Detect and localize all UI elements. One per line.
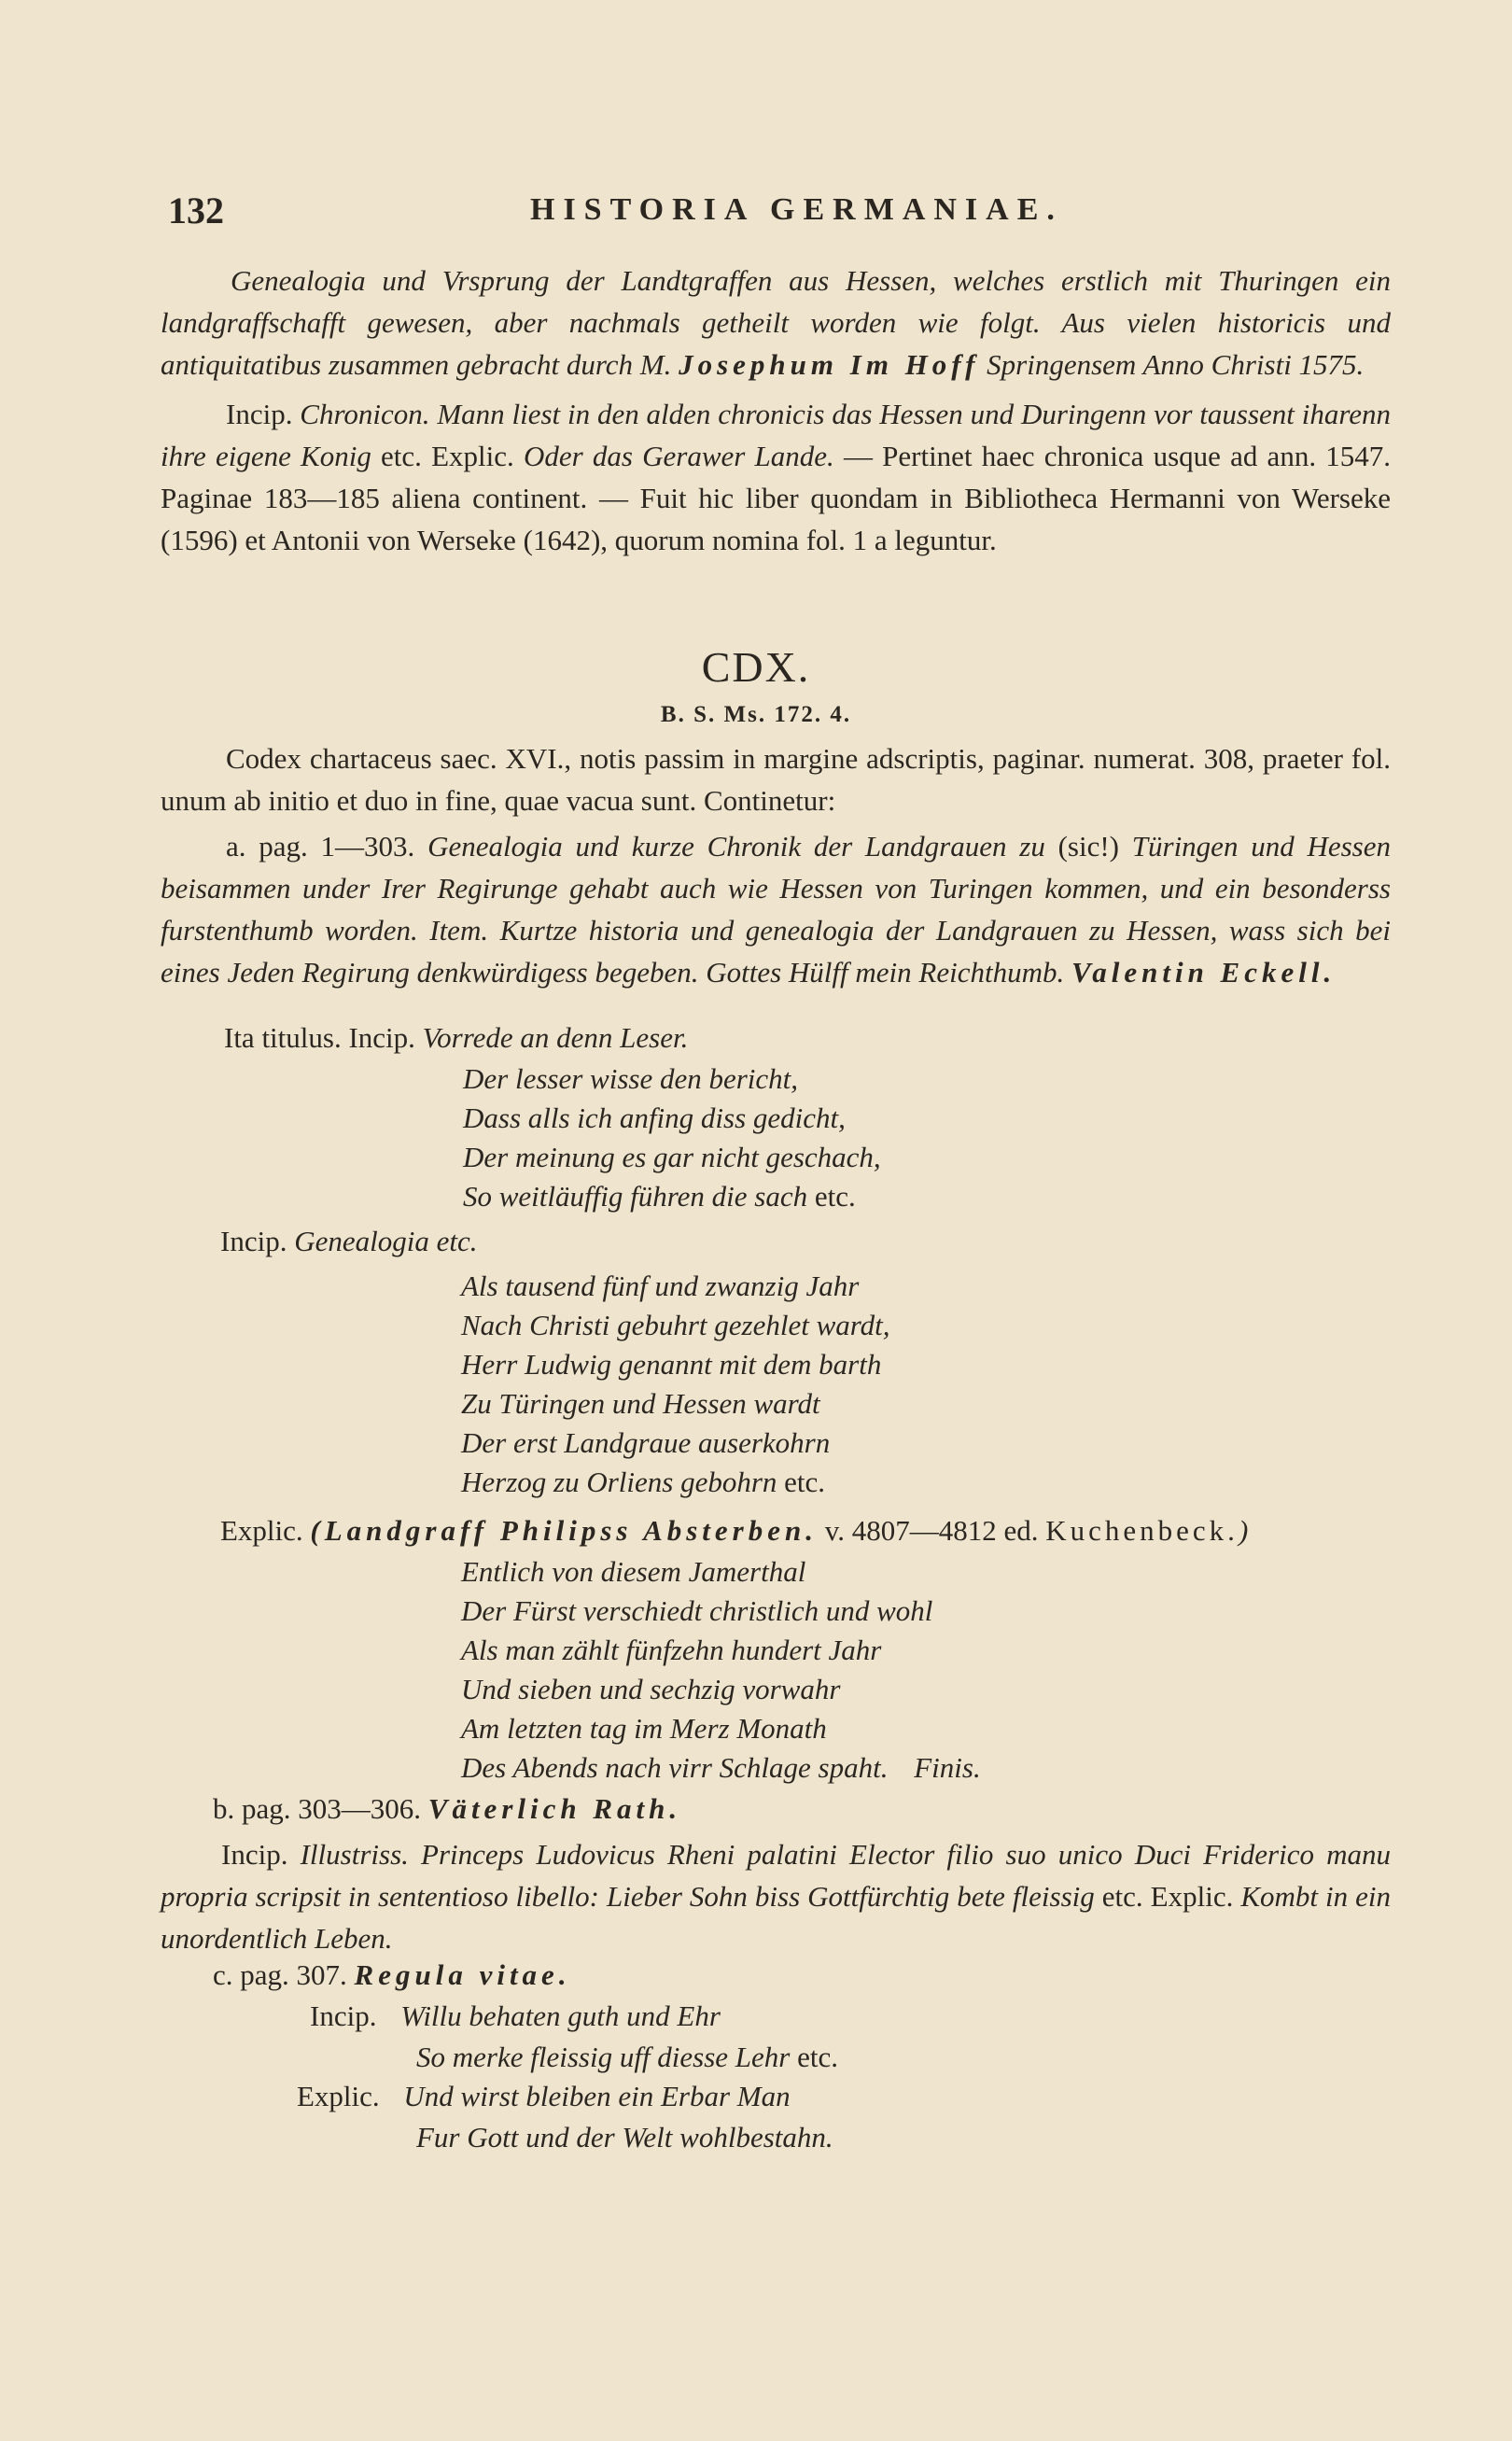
verse-line: Der erst Landgraue auserkohrn [461,1426,831,1459]
verse-line: Nach Christi gebuhrt gezehlet wardt, [461,1309,890,1341]
incip-genealogia-line: Incip. Genealogia etc. [220,1225,478,1257]
item-b-line: b. pag. 303—306. Väterlich Rath. [213,1792,682,1825]
verse-line-with-etc: Herzog zu Orliens gebohrn etc. [461,1466,826,1498]
verse-line: Entlich von diesem Jamerthal [461,1555,806,1588]
item-b-incipit: Incip. Illustriss. Princeps Ludovicus Rheni palatini Elector filio suo unico Duci Friderico manu propria scripsit in sententioso libello: Lieber Sohn biss Gottfürchtig bete fleissig etc. Explic. Kombt in ein unordentlich Leben. [161,1838,1391,1955]
verse-line: Zu Türingen und Hessen wardt [461,1387,820,1420]
verse-line-with-finis: Des Abends nach virr Schlage spaht. Finis. [461,1751,981,1784]
verse-line: Der meinung es gar nicht geschach, [463,1141,881,1173]
entry-number: CDX. [701,643,811,691]
running-title: HISTORIA GERMANIAE. [530,192,1063,227]
entry-description-block [161,737,1391,993]
item-c-line: c. pag. 307. Regula vitae. [213,1958,571,1991]
explic-line: Explic. (Landgraff Philipss Absterben. v. 4807—4812 ed. Kuchenbeck.) [220,1514,1249,1547]
ita-titulus-line: Ita titulus. Incip. Vorrede an denn Leser. [224,1021,689,1054]
item-b-incipit-block [161,1833,1391,1959]
item-a: a. pag. 1—303. Genealogia und kurze Chronik der Landgrauen zu (sic!) Türingen und Hessen beisammen under Irer Regirunge gehabt auch wie Hessen von Turingen kommen, und ein besonderss furstenthumb worden. Item. Kurtze historia und genealogia der Landgrauen zu Hessen, wass sich bei eines Jeden Regirung denkwürdigess begeben. Gottes Hülff mein Reichthumb. Valentin Eckell. [161,830,1391,989]
verse-line: Der Fürst verschiedt christlich und wohl [461,1594,933,1627]
verse-line: Fur Gott und der Welt wohlbestahn. [416,2121,833,2153]
item-c-incip-line: Incip. Willu behaten guth und Ehr [310,1999,721,2032]
verse-line: Der lesser wisse den bericht, [463,1062,799,1095]
verse-line: Als man zählt fünfzehn hundert Jahr [461,1634,882,1666]
verse-line-with-etc: So weitläuffig führen die sach etc. [463,1180,856,1213]
entry-description: Codex chartaceus saec. XVI., notis passim in margine adscriptis, paginar. numerat. 308, praeter fol. unum ab initio et duo in fine, quae vacua sunt. Continetur: [161,742,1391,817]
verse-line: Dass alls ich anfing diss gedicht, [463,1101,846,1134]
page-number: 132 [168,189,224,231]
verse-line: Und sieben und sechzig vorwahr [461,1673,841,1705]
verse-line: Als tausend fünf und zwanzig Jahr [461,1270,860,1302]
item-c-explic-line: Explic. Und wirst bleiben ein Erbar Man [297,2080,791,2112]
verse-line: Herr Ludwig genannt mit dem barth [461,1348,882,1381]
verse-line: Am letzten tag im Merz Monath [461,1712,827,1745]
previous-entry-title: Genealogia und Vrsprung der Landtgraffen aus Hessen, welches erstlich mit Thuringen ein landgraffschafft gewesen, aber nachmals getheilt worden wie folgt. Aus vielen historicis und antiquitatibus zusammen gebracht durch M. Josephum Im Hoff Springensem Anno Christi 1575. [161,264,1391,381]
previous-entry [161,260,1391,561]
shelfmark: B. S. Ms. 172. 4. [660,702,852,727]
page-header [157,189,1398,245]
verse-line-with-etc: So merke fleissig uff diesse Lehr etc. [416,2041,839,2073]
previous-entry-body: Incip. Chronicon. Mann liest in den alden chronicis das Hessen und Duringenn vor taussent iharenn ihre eigene Konig etc. Explic. Oder das Gerawer Lande. — Pertinet haec chronica usque ad ann. 1547. Paginae 183—185 aliena continent. — Fuit hic liber quondam in Bibliotheca Hermanni von Werseke (1596) et Antonii von Werseke (1642), quorum nomina fol. 1 a leguntur. [161,398,1391,556]
